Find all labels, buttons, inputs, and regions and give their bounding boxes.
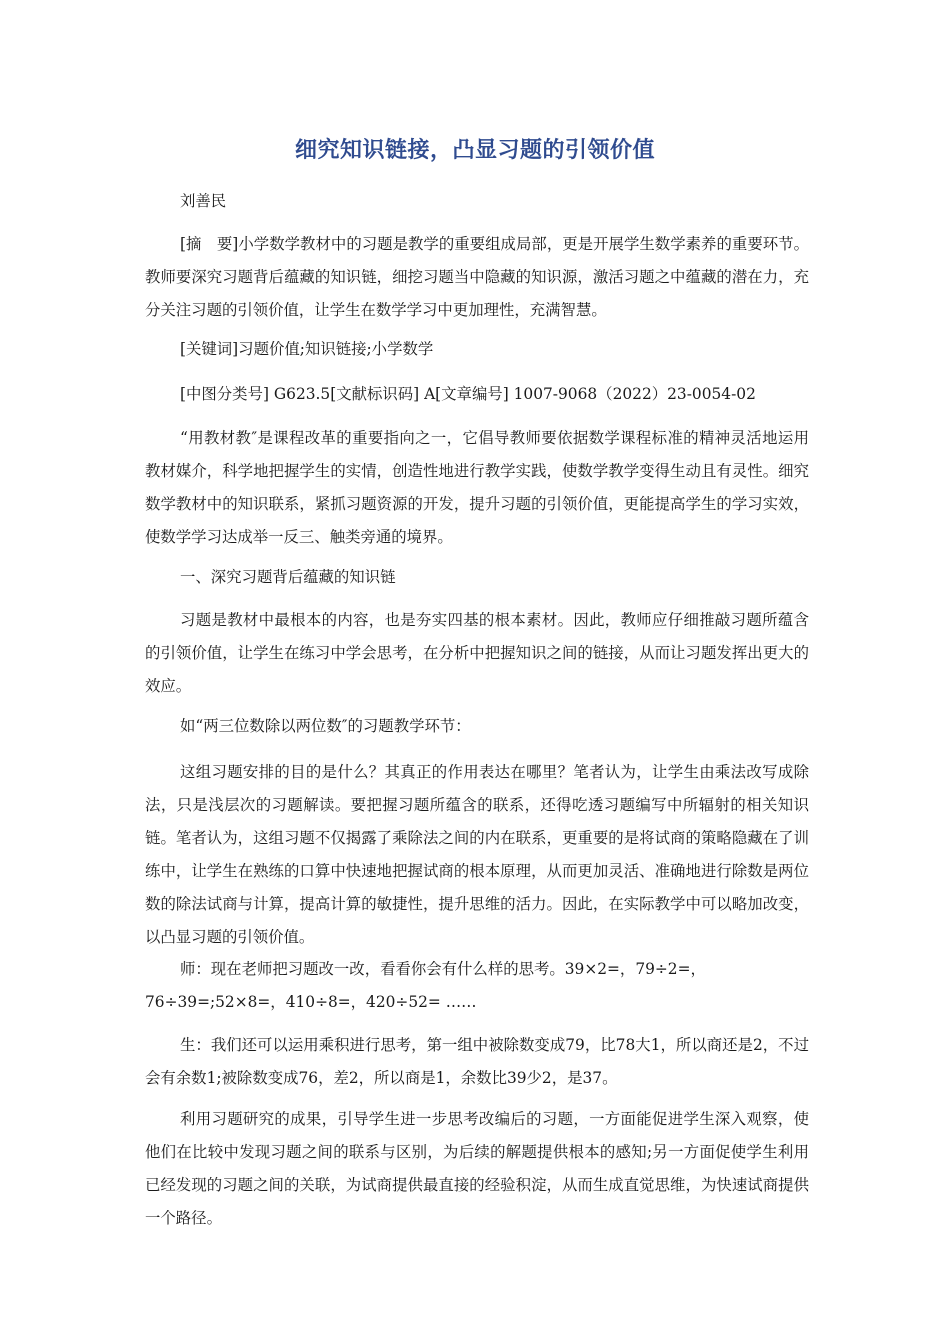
article-title: 细究知识链接，凸显习题的引领价值 [294,138,655,163]
student-dialogue: 生：我们还可以运用乘积进行思考，第一组中被除数变成79，比78大1，所以商还是2，不过会有余数1;被除数变成76，差2，所以商是1，余数比39少2，是37。 [145,1036,809,1087]
abstract-paragraph: [摘 要]小学数学教材中的习题是教学的重要组成局部，更是开展学生数学素养的重要环节。教师要深究习题背后蕴藏的知识链，细挖习题当中隐藏的知识源，激活习题之中蕴藏的潜在力，充分关注习题的引领价值，让学生在数学学习中更加理性，充满智慧。 [145,235,809,319]
keywords-line: [关键词]习题价值;知识链接;小学数学 [180,340,434,358]
classification-line: [中图分类号] G623.5[文献标识码] A[文章编号] 1007-9068（2022）23-0054-02 [180,385,756,403]
example-intro: 如“两三位数除以两位数″的习题教学环节： [180,717,471,735]
teacher-line-1: 师：现在老师把习题改一改，看看你会有什么样的思考。39×2=，79÷2=， [180,960,706,978]
teacher-line-2: 76÷39=;52×8=，410÷8=，420÷52= …… [145,993,477,1011]
intro-paragraph: “用教材教″是课程改革的重要指向之一，它倡导教师要依据数学课程标准的精神灵活地运用教材媒介，科学地把握学生的实情，创造性地进行教学实践，使数学教学变得生动且有灵性。细究数学教材中的知识联系，紧抓习题资源的开发，提升习题的引领价值，更能提高学生的学习实效，使数学学习达成举一反三、触类旁通的境界。 [145,429,809,546]
section-paragraph: 习题是教材中最根本的内容，也是夯实四基的根本素材。因此，教师应仔细推敲习题所蕴含的引领价值，让学生在练习中学会思考，在分析中把握知识之间的链接，从而让习题发挥出更大的效应。 [145,611,809,695]
section-heading: 一、深究习题背后蕴藏的知识链 [180,568,396,586]
teacher-dialogue [145,953,809,1019]
conclusion-paragraph: 利用习题研究的成果，引导学生进一步思考改编后的习题，一方面能促进学生深入观察，使他们在比较中发现习题之间的联系与区别，为后续的解题提供根本的感知;另一方面促使学生利用已经发现的习题之间的关联，为试商提供最直接的经验积淀，从而生成直觉思维，为快速试商提供一个路径。 [145,1110,809,1227]
author-name: 刘善民 [180,192,227,210]
analysis-paragraph: 这组习题安排的目的是什么？其真正的作用表达在哪里？笔者认为，让学生由乘法改写成除法，只是浅层次的习题解读。要把握习题所蕴含的联系，还得吃透习题编写中所辐射的相关知识链。笔者认为，这组习题不仅揭露了乘除法之间的内在联系，更重要的是将试商的策略隐藏在了训练中，让学生在熟练的口算中快速地把握试商的根本原理，从而更加灵活、准确地进行除数是两位数的除法试商与计算，提高计算的敏捷性，提升思维的活力。因此，在实际教学中可以略加改变，以凸显习题的引领价值。 [145,763,809,946]
